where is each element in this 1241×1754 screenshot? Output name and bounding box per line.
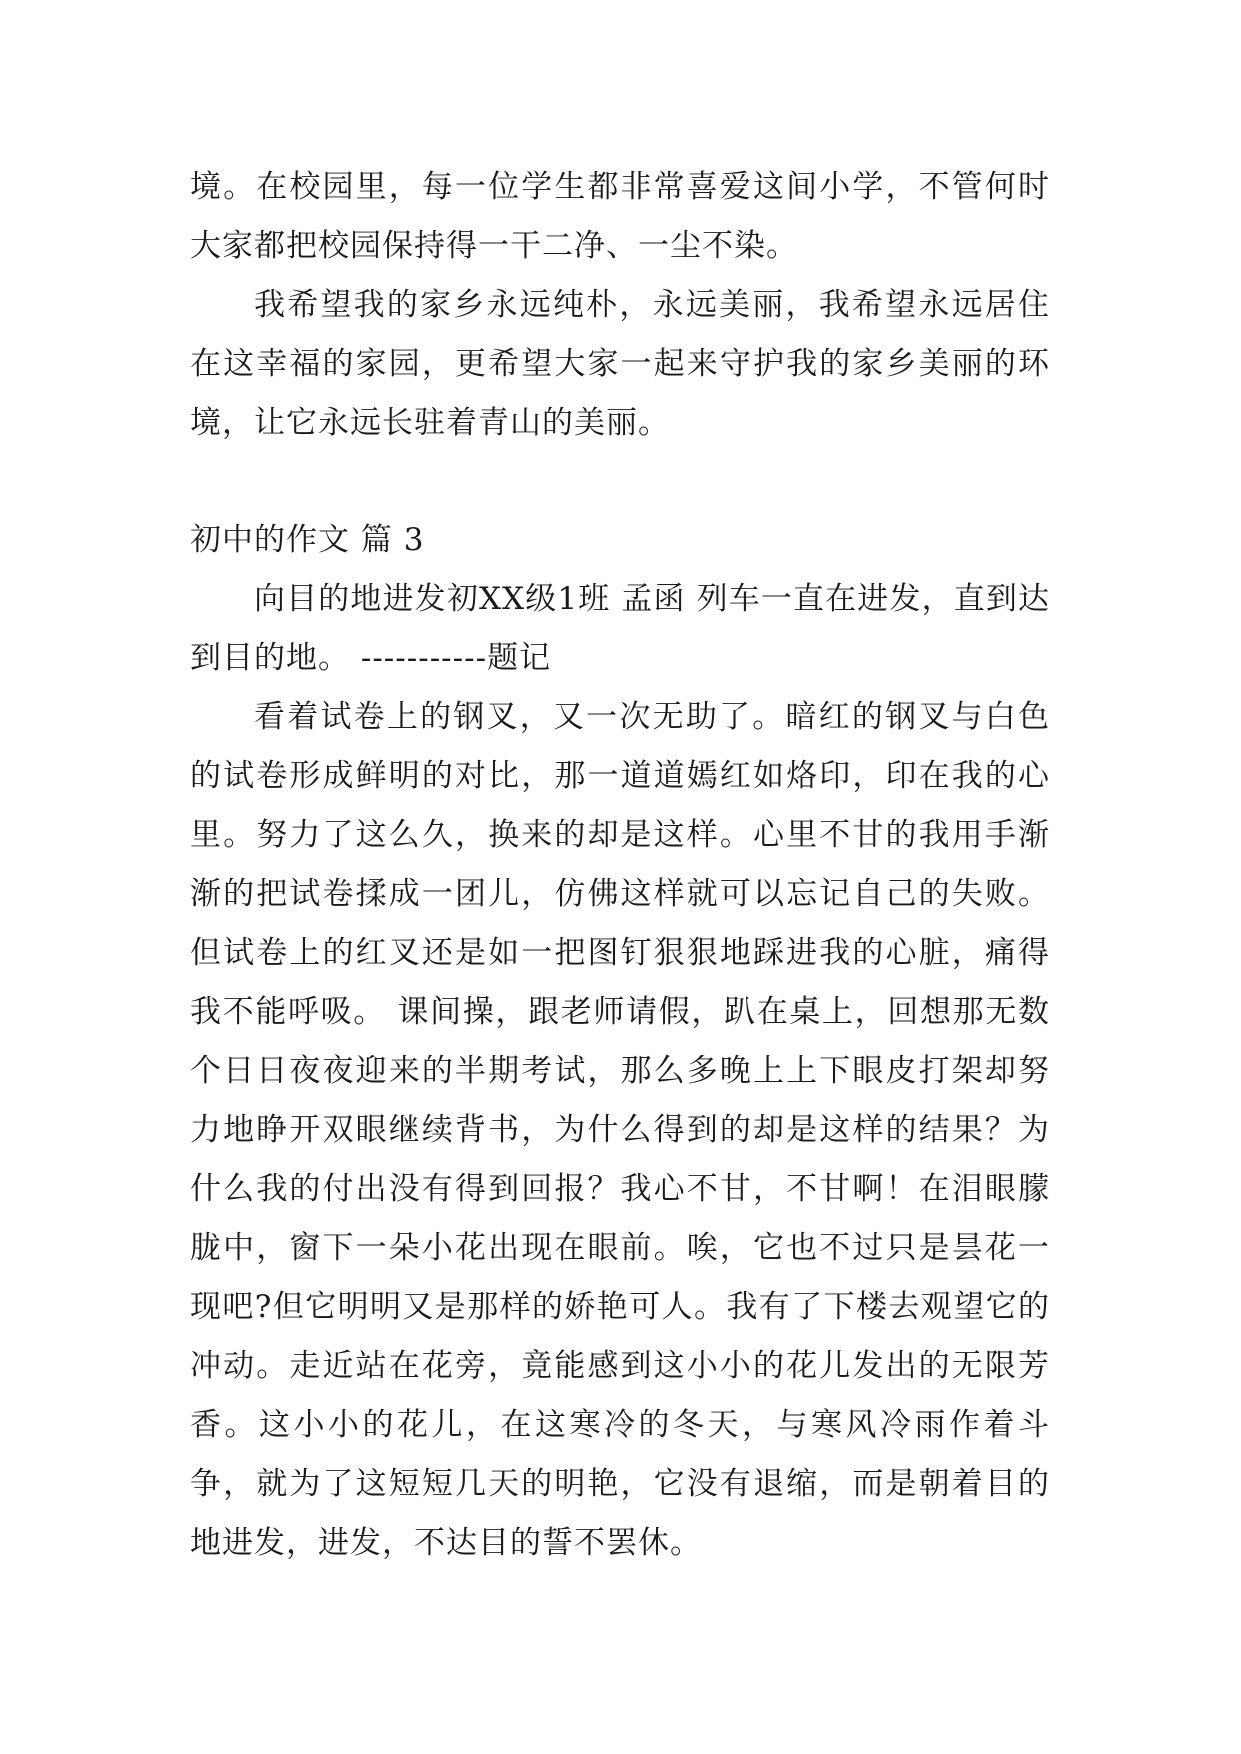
document-body [190, 158, 1050, 1573]
paragraph-story: 看着试卷上的钢叉，又一次无助了。暗红的钢叉与白色的试卷形成鲜明的对比，那一道道嫣红如烙印，印在我的心里。努力了这么久，换来的却是这样。心里不甘的我用手渐渐的把试卷揉成一团儿，仿佛这样就可以忘记自己的失败。但试卷上的红叉还是如一把图钉狠狠地踩进我的心脏，痛得我不能呼吸。 课间操，跟老师请假，趴在桌上，回想那无数个日日夜夜迎来的半期考试，那么多晚上上下眼皮打架却努力地睁开双眼继续背书，为什么得到的却是这样的结果？为什么我的付出没有得到回报？我心不甘，不甘啊！在泪眼朦胧中，窗下一朵小花出现在眼前。唉，它也不过只是昙花一现吧?但它明明又是那样的娇艳可人。我有了下楼去观望它的冲动。走近站在花旁，竟能感到这小小的花儿发出的无限芳香。这小小的花儿，在这寒冷的冬天，与寒风冷雨作着斗争，就为了这短短几天的明艳，它没有退缩，而是朝着目的地进发，进发，不达目的誓不罢休。 [190, 699, 1050, 1561]
paragraph-continuation: 境。在校园里，每一位学生都非常喜爱这间小学，不管何时大家都把校园保持得一干二净、一尘不染。 [190, 169, 1050, 264]
paragraph-hope: 我希望我的家乡永远纯朴，永远美丽，我希望永远居住在这幸福的家园，更希望大家一起来守护我的家乡美丽的环境，让它永远长驻着青山的美丽。 [190, 287, 1050, 441]
section-heading: 初中的作文 篇 3 [190, 522, 425, 558]
paragraph-title-line: 向目的地进发初XX级1班 孟函 列车一直在进发，直到达到目的地。 -----------题记 [190, 581, 1050, 676]
